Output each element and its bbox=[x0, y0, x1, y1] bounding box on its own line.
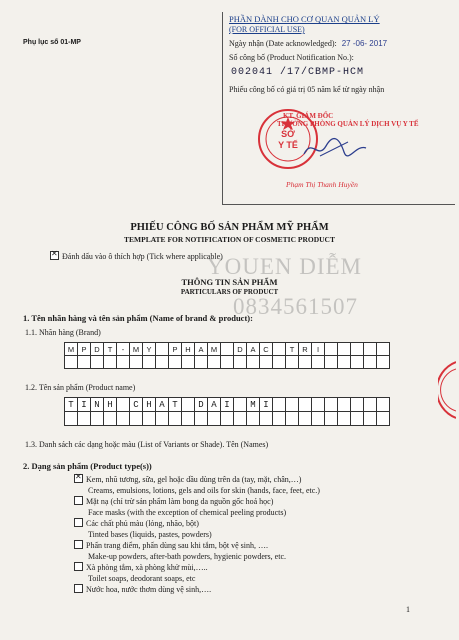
page-number: 1 bbox=[406, 605, 410, 614]
brand-cell: P bbox=[78, 343, 91, 356]
brand-cell bbox=[338, 356, 351, 369]
product-name-label: 1.2. Tên sản phẩm (Product name) bbox=[25, 383, 136, 392]
date-value: 27 -06- 2017 bbox=[341, 39, 388, 48]
brand-cell bbox=[273, 343, 286, 356]
brand-cell: M bbox=[208, 343, 221, 356]
product-cell: H bbox=[104, 398, 117, 412]
date-label: Ngày nhận (Date acknowledged): bbox=[229, 39, 337, 48]
brand-cell bbox=[338, 343, 351, 356]
official-box-title: PHẦN DÀNH CHO CƠ QUAN QUẢN LÝ bbox=[229, 14, 380, 24]
product-type-vi-label: Mặt nạ (chỉ trừ sản phẩm làm bong da nguồn gốc hoá học) bbox=[86, 497, 274, 506]
brand-cell bbox=[65, 356, 78, 369]
brand-cell: D bbox=[91, 343, 104, 356]
product-cell bbox=[65, 412, 78, 426]
brand-cell bbox=[364, 356, 377, 369]
product-cell: C bbox=[130, 398, 143, 412]
product-type-option[interactable] bbox=[74, 474, 374, 496]
product-type-vi-label: Xà phòng tắm, xà phòng khử mùi,….. bbox=[86, 563, 208, 572]
product-cell: A bbox=[156, 398, 169, 412]
product-cell: N bbox=[91, 398, 104, 412]
brand-cell bbox=[182, 356, 195, 369]
signer-department: TRƯỞNG PHÒNG QUẢN LÝ DỊCH VỤ Y TẾ bbox=[277, 120, 419, 128]
brand-cell bbox=[156, 356, 169, 369]
form-title: PHIẾU CÔNG BỐ SẢN PHẨM MỸ PHẨM bbox=[130, 222, 329, 233]
section1-heading: 1. Tên nhãn hàng và tên sản phẩm (Name of brand & product): bbox=[23, 313, 253, 323]
product-type-checkbox[interactable] bbox=[74, 584, 83, 593]
product-cell bbox=[221, 412, 234, 426]
brand-cell: D bbox=[234, 343, 247, 356]
brand-cell bbox=[325, 356, 338, 369]
brand-cell bbox=[91, 356, 104, 369]
product-cell bbox=[247, 412, 260, 426]
brand-cell: C bbox=[260, 343, 273, 356]
product-cell bbox=[273, 398, 286, 412]
product-cell bbox=[338, 412, 351, 426]
brand-cell bbox=[312, 356, 325, 369]
partial-seal-icon bbox=[438, 360, 456, 420]
brand-cell bbox=[104, 356, 117, 369]
tick-example-checkbox bbox=[50, 251, 59, 260]
product-cell: I bbox=[221, 398, 234, 412]
product-type-en-label: Make-up powders, after-bath powders, hygienic powders, etc. bbox=[88, 551, 286, 561]
brand-cell bbox=[234, 356, 247, 369]
product-type-option[interactable] bbox=[74, 518, 374, 540]
product-cell bbox=[351, 398, 364, 412]
brand-cell bbox=[169, 356, 182, 369]
brand-cell: Y bbox=[143, 343, 156, 356]
product-cell bbox=[260, 412, 273, 426]
product-cell bbox=[377, 398, 390, 412]
product-type-vi-label: Phấn trang điểm, phấn dùng sau khi tắm, bột vệ sinh, …. bbox=[86, 541, 268, 550]
product-type-en-label: Face masks (with the exception of chemical peeling products) bbox=[88, 507, 287, 517]
brand-cell bbox=[273, 356, 286, 369]
product-cell: D bbox=[195, 398, 208, 412]
product-cell bbox=[104, 412, 117, 426]
brand-cell bbox=[260, 356, 273, 369]
product-type-option[interactable] bbox=[74, 540, 374, 562]
product-type-en-label: Toilet soaps, deodorant soaps, etc bbox=[88, 573, 196, 583]
product-cell bbox=[156, 412, 169, 426]
product-type-checkbox[interactable] bbox=[74, 496, 83, 505]
brand-cell: R bbox=[299, 343, 312, 356]
product-type-checkbox[interactable] bbox=[74, 562, 83, 571]
product-cell: T bbox=[65, 398, 78, 412]
section2-heading: 2. Dạng sản phẩm (Product type(s)) bbox=[23, 461, 152, 471]
watermark-phone: 0834561507 bbox=[233, 294, 358, 319]
product-cell: A bbox=[208, 398, 221, 412]
brand-cell bbox=[351, 343, 364, 356]
product-cell bbox=[325, 412, 338, 426]
product-cell: T bbox=[169, 398, 182, 412]
particulars-subtitle: PARTICULARS OF PRODUCT bbox=[180, 288, 279, 296]
brand-cell: A bbox=[247, 343, 260, 356]
brand-cell bbox=[208, 356, 221, 369]
brand-cell bbox=[377, 356, 390, 369]
product-cell bbox=[351, 412, 364, 426]
product-type-option[interactable] bbox=[74, 584, 374, 596]
product-cell bbox=[273, 412, 286, 426]
brand-cell bbox=[221, 343, 234, 356]
product-cell bbox=[286, 398, 299, 412]
product-cell bbox=[169, 412, 182, 426]
product-cell bbox=[325, 398, 338, 412]
product-name-grid bbox=[64, 397, 390, 426]
product-type-en-label: Tinted bases (liquids, pastes, powders) bbox=[88, 529, 212, 539]
brand-cell bbox=[325, 343, 338, 356]
brand-cell bbox=[351, 356, 364, 369]
form-subtitle: TEMPLATE FOR NOTIFICATION OF COSMETIC PRODUCT bbox=[124, 235, 335, 244]
product-cell bbox=[117, 398, 130, 412]
brand-cell: - bbox=[117, 343, 130, 356]
product-cell bbox=[286, 412, 299, 426]
product-type-en-label: Creams, emulsions, lotions, gels and oils for skin (hands, face, feet, etc.) bbox=[88, 485, 320, 495]
brand-cell bbox=[221, 356, 234, 369]
appendix-label: Phụ lục số 01-MP bbox=[23, 39, 81, 46]
official-box-subtitle: (FOR OFFICIAL USE) bbox=[229, 25, 305, 34]
svg-text:SỞ: SỞ bbox=[281, 129, 295, 139]
product-cell bbox=[312, 412, 325, 426]
product-cell bbox=[364, 398, 377, 412]
product-cell bbox=[364, 412, 377, 426]
brand-cell bbox=[117, 356, 130, 369]
brand-cell bbox=[377, 343, 390, 356]
validity-text: Phiếu công bố có giá trị 05 năm kể từ ngày nhận bbox=[229, 85, 385, 94]
product-type-option[interactable] bbox=[74, 496, 374, 518]
notification-number-value: 002041 /17/CBMP-HCM bbox=[231, 67, 365, 78]
brand-cell bbox=[156, 343, 169, 356]
product-type-checkbox[interactable] bbox=[74, 518, 83, 527]
product-cell bbox=[130, 412, 143, 426]
brand-cell bbox=[364, 343, 377, 356]
brand-cell: T bbox=[104, 343, 117, 356]
product-cell bbox=[182, 398, 195, 412]
brand-cell: M bbox=[130, 343, 143, 356]
product-type-vi-label: Kem, nhũ tương, sữa, gel hoặc dầu dùng trên da (tay, mặt, chân,…) bbox=[86, 475, 302, 484]
product-cell bbox=[195, 412, 208, 426]
product-cell: I bbox=[260, 398, 273, 412]
product-type-vi-label: Nước hoa, nước thơm dùng vệ sinh,…. bbox=[86, 585, 212, 594]
brand-grid bbox=[64, 342, 390, 369]
product-cell bbox=[91, 412, 104, 426]
product-type-checkbox[interactable] bbox=[74, 474, 83, 483]
product-type-list bbox=[74, 474, 374, 596]
brand-cell bbox=[130, 356, 143, 369]
product-cell bbox=[299, 398, 312, 412]
signature-icon bbox=[300, 134, 370, 164]
notification-number-label: Số công bố (Product Notification No.): bbox=[229, 53, 354, 62]
product-cell bbox=[117, 412, 130, 426]
brand-cell: M bbox=[65, 343, 78, 356]
watermark-name: YOUEN DIỄM bbox=[207, 254, 363, 279]
brand-cell bbox=[195, 356, 208, 369]
product-cell: H bbox=[143, 398, 156, 412]
brand-cell bbox=[286, 356, 299, 369]
particulars-title: THÔNG TIN SẢN PHẨM bbox=[181, 277, 278, 287]
product-cell bbox=[338, 398, 351, 412]
brand-cell: P bbox=[169, 343, 182, 356]
brand-cell bbox=[247, 356, 260, 369]
product-cell: I bbox=[78, 398, 91, 412]
brand-cell: H bbox=[182, 343, 195, 356]
product-cell bbox=[377, 412, 390, 426]
product-cell bbox=[234, 412, 247, 426]
signer-title: KT. GIÁM ĐỐC bbox=[283, 112, 334, 120]
brand-label: 1.1. Nhãn hàng (Brand) bbox=[25, 328, 101, 337]
brand-cell: A bbox=[195, 343, 208, 356]
product-cell bbox=[78, 412, 91, 426]
product-cell bbox=[182, 412, 195, 426]
product-cell bbox=[299, 412, 312, 426]
date-acknowledged-row bbox=[229, 39, 387, 48]
brand-cell: T bbox=[286, 343, 299, 356]
product-cell bbox=[143, 412, 156, 426]
brand-cell: I bbox=[312, 343, 325, 356]
signer-name: Phạm Thị Thanh Huyền bbox=[286, 180, 358, 189]
product-type-checkbox[interactable] bbox=[74, 540, 83, 549]
product-cell bbox=[312, 398, 325, 412]
tick-note: ✕Đánh dấu vào ô thích hợp (Tick where applicable) bbox=[50, 251, 223, 261]
brand-cell bbox=[78, 356, 91, 369]
brand-cell bbox=[143, 356, 156, 369]
product-cell bbox=[208, 412, 221, 426]
variants-label: 1.3. Danh sách các dạng hoặc màu (List of Variants or Shade). Tên (Names) bbox=[25, 440, 269, 449]
product-type-option[interactable] bbox=[74, 562, 374, 584]
product-cell bbox=[234, 398, 247, 412]
product-cell: M bbox=[247, 398, 260, 412]
svg-text:Y TẾ: Y TẾ bbox=[278, 140, 298, 150]
product-type-vi-label: Các chất phủ màu (lỏng, nhão, bột) bbox=[86, 519, 199, 528]
brand-cell bbox=[299, 356, 312, 369]
